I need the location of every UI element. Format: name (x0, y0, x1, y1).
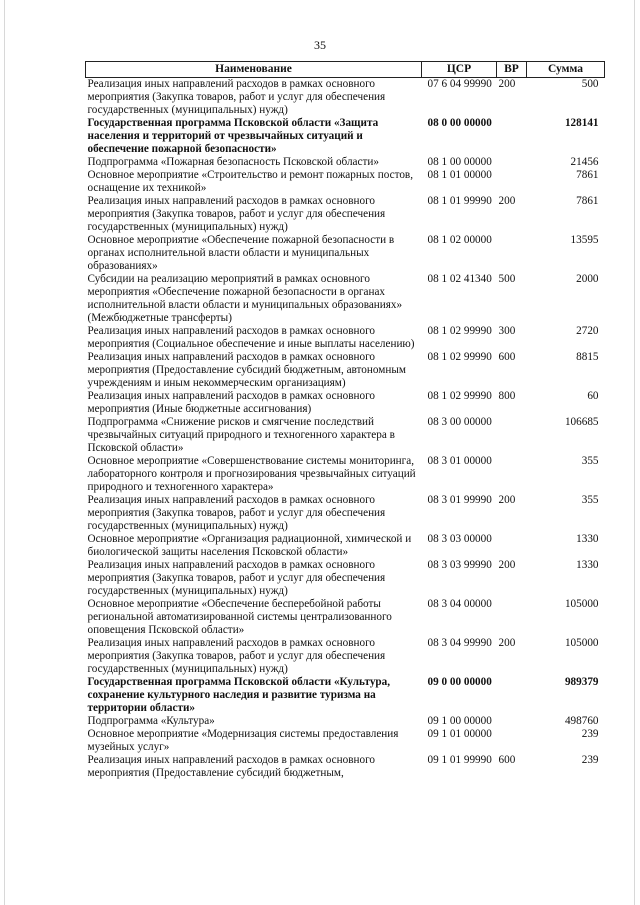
row-name: Реализация иных направлений расходов в рамках основного мероприятия (Закупка товаров, работ и услуг для обеспечения государственных (муниципальных) нужд) (87, 494, 386, 532)
row-sum: 1330 (576, 559, 599, 571)
row-csr: 08 3 04 00000 (427, 598, 492, 610)
row-csr: 07 6 04 99990 (427, 78, 492, 90)
table-row (86, 754, 605, 780)
row-sum: 8815 (576, 351, 599, 363)
row-csr: 08 1 02 99990 (427, 325, 492, 337)
row-csr: 08 1 02 99990 (427, 390, 492, 402)
row-name: Реализация иных направлений расходов в рамках основного мероприятия (Закупка товаров, работ и услуг для обеспечения государственных (муниципальных) нужд) (87, 195, 386, 233)
row-sum: 500 (581, 78, 599, 90)
row-csr: 08 3 01 00000 (427, 455, 492, 467)
table-row (86, 598, 605, 637)
row-vr: 600 (498, 754, 516, 766)
row-name: Подпрограмма «Культура» (87, 715, 215, 727)
table-row (86, 728, 605, 754)
row-csr: 08 3 01 99990 (427, 494, 492, 506)
row-csr: 09 1 01 00000 (427, 728, 492, 740)
table-row (86, 234, 605, 273)
row-vr (497, 117, 527, 156)
row-name: Государственная программа Псковской области «Защита населения и территорий от чрезвычайных ситуаций и обеспечение пожарной безопасности» (87, 117, 379, 155)
table-row (86, 351, 605, 390)
row-vr: 200 (498, 559, 516, 571)
table-row (86, 325, 605, 351)
table-row (86, 637, 605, 676)
header-vr: ВР (497, 62, 527, 78)
row-sum: 498760 (564, 715, 599, 727)
row-name: Реализация иных направлений расходов в рамках основного мероприятия (Закупка товаров, работ и услуг для обеспечения государственных (муниципальных) нужд) (87, 78, 386, 116)
row-sum: 106685 (564, 416, 599, 428)
row-csr: 08 3 03 99990 (427, 559, 492, 571)
table-row (86, 195, 605, 234)
row-csr: 08 1 01 00000 (427, 169, 492, 181)
row-vr: 800 (498, 390, 516, 402)
row-sum: 13595 (570, 234, 599, 246)
row-vr (497, 715, 527, 728)
row-vr (497, 728, 527, 754)
row-vr (497, 533, 527, 559)
row-sum: 239 (581, 728, 599, 740)
row-sum: 7861 (576, 169, 599, 181)
row-sum: 105000 (564, 637, 599, 649)
row-sum: 355 (581, 455, 599, 467)
table-row (86, 117, 605, 156)
left-scan-edge (4, 0, 5, 905)
row-vr (497, 416, 527, 455)
row-sum: 239 (581, 754, 599, 766)
row-sum: 355 (581, 494, 599, 506)
table-row (86, 715, 605, 728)
row-name: Реализация иных направлений расходов в рамках основного мероприятия (Иные бюджетные ассигнования) (87, 390, 375, 415)
row-vr (497, 455, 527, 494)
right-scan-edge (634, 0, 635, 905)
row-csr: 08 3 03 00000 (427, 533, 492, 545)
row-vr (497, 598, 527, 637)
row-sum: 989379 (564, 676, 599, 688)
row-sum: 60 (587, 390, 599, 402)
row-vr: 200 (498, 78, 516, 90)
table-row (86, 169, 605, 195)
table-row (86, 533, 605, 559)
table-body (86, 78, 605, 781)
row-csr: 08 1 00 00000 (427, 156, 492, 168)
header-name: Наименование (86, 62, 422, 78)
row-name: Основное мероприятие «Обеспечение пожарной безопасности в органах исполнительной власти области и муниципальных образованиях» (87, 234, 395, 272)
row-sum: 128141 (564, 117, 599, 129)
row-name: Реализация иных направлений расходов в рамках основного мероприятия (Предоставление субсидий бюджетным, (87, 754, 375, 779)
header-row (86, 62, 605, 78)
row-vr: 200 (498, 494, 516, 506)
table-row (86, 78, 605, 118)
row-name: Основное мероприятие «Модернизация системы предоставления музейных услуг» (87, 728, 399, 753)
row-name: Субсидии на реализацию мероприятий в рамках основного мероприятия «Обеспечение пожарной безопасности в органах исполнительной власти области и муниципальных образованиях» (Межбюджетные трансферты) (87, 273, 403, 324)
row-name: Реализация иных направлений расходов в рамках основного мероприятия (Закупка товаров, работ и услуг для обеспечения государственных (муниципальных) нужд) (87, 637, 386, 675)
table-row (86, 676, 605, 715)
page-number: 35 (314, 38, 326, 52)
row-sum: 21456 (570, 156, 599, 168)
row-name: Реализация иных направлений расходов в рамках основного мероприятия (Предоставление субсидий бюджетным, автономным учреждениям и иным некоммерческим организациям) (87, 351, 406, 389)
row-name: Реализация иных направлений расходов в рамках основного мероприятия (Закупка товаров, работ и услуг для обеспечения государственных (муниципальных) нужд) (87, 559, 386, 597)
row-name: Государственная программа Псковской области «Культура, сохранение культурного наследия и развитие туризма на территории области» (87, 676, 391, 714)
row-csr: 08 3 00 00000 (427, 416, 492, 428)
row-vr (497, 169, 527, 195)
row-sum: 7861 (576, 195, 599, 207)
table-row (86, 494, 605, 533)
row-vr (497, 156, 527, 169)
row-name: Основное мероприятие «Совершенствование системы мониторинга, лабораторного контроля и прогнозирования чрезвычайных ситуаций природного и техногенного характера» (87, 455, 416, 493)
table-row (86, 559, 605, 598)
table-row (86, 416, 605, 455)
table-row (86, 455, 605, 494)
row-name: Подпрограмма «Пожарная безопасность Псковской области» (87, 156, 379, 168)
header-sum: Сумма (527, 62, 605, 78)
row-csr: 08 1 02 41340 (427, 273, 492, 285)
table-row (86, 156, 605, 169)
budget-table (85, 61, 605, 780)
header-csr: ЦСР (422, 62, 497, 78)
row-vr: 200 (498, 195, 516, 207)
row-csr: 08 3 04 99990 (427, 637, 492, 649)
row-name: Основное мероприятие «Организация радиационной, химической и биологической защиты населения Псковской области» (87, 533, 412, 558)
row-csr: 08 1 02 00000 (427, 234, 492, 246)
row-csr: 09 0 00 00000 (427, 676, 492, 688)
row-vr: 300 (498, 325, 516, 337)
row-vr (497, 676, 527, 715)
row-vr: 500 (498, 273, 516, 285)
row-vr: 200 (498, 637, 516, 649)
row-name: Подпрограмма «Снижение рисков и смягчение последствий чрезвычайных ситуаций природного и техногенного характера в Псковской области» (87, 416, 395, 454)
row-csr: 09 1 01 99990 (427, 754, 492, 766)
row-name: Основное мероприятие «Обеспечение бесперебойной работы региональной автоматизированной системы централизованного оповещения Псковской области» (87, 598, 392, 636)
row-vr (497, 234, 527, 273)
row-sum: 2720 (576, 325, 599, 337)
row-vr: 600 (498, 351, 516, 363)
row-sum: 105000 (564, 598, 599, 610)
row-csr: 08 0 00 00000 (427, 117, 492, 129)
table-header (86, 62, 605, 78)
row-csr: 08 1 01 99990 (427, 195, 492, 207)
row-name: Реализация иных направлений расходов в рамках основного мероприятия (Социальное обеспечение и иные выплаты населению) (87, 325, 415, 350)
row-name: Основное мероприятие «Строительство и ремонт пожарных постов, оснащение их техникой» (87, 169, 413, 194)
table-row (86, 390, 605, 416)
row-sum: 2000 (576, 273, 599, 285)
table-row (86, 273, 605, 325)
row-sum: 1330 (576, 533, 599, 545)
row-csr: 08 1 02 99990 (427, 351, 492, 363)
row-csr: 09 1 00 00000 (427, 715, 492, 727)
